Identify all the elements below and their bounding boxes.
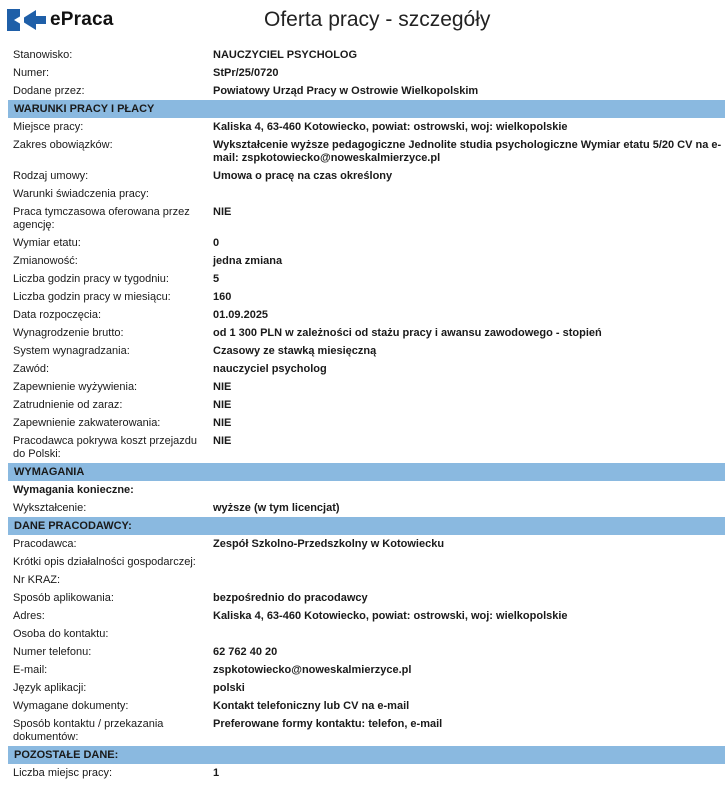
field-row (8, 499, 725, 517)
field-row (8, 136, 725, 167)
field-label: Sposób aplikowania: (13, 592, 114, 604)
field-label: Wymiar etatu: (13, 237, 81, 249)
offer-details (8, 46, 725, 782)
field-value: od 1 300 PLN w zależności od stażu pracy i awansu zawodowego - stopień (213, 327, 602, 339)
field-label: Zawód: (13, 363, 50, 375)
field-value: 01.09.2025 (213, 309, 269, 321)
subsection-row (8, 481, 725, 499)
field-row (8, 270, 725, 288)
field-label: Wykształcenie: (13, 502, 87, 514)
field-label: Numer: (13, 67, 50, 79)
field-row (8, 643, 725, 661)
field-label: Liczba miejsc pracy: (13, 767, 113, 779)
field-value: 1 (213, 767, 220, 779)
field-label: Krótki opis działalności gospodarczej: (13, 556, 196, 568)
field-row (8, 715, 725, 746)
field-row (8, 203, 725, 234)
field-label: Dodane przez: (13, 85, 85, 97)
field-label: Język aplikacji: (13, 682, 87, 694)
field-row (8, 64, 725, 82)
field-label: Zatrudnienie od zaraz: (13, 399, 123, 411)
page-title: Oferta pracy - szczegóły (264, 8, 491, 31)
field-label: Nr KRAZ: (13, 574, 61, 586)
field-row (8, 607, 725, 625)
section-header: WYMAGANIA (8, 463, 725, 481)
epraca-logo[interactable] (6, 8, 114, 32)
field-value: 0 (213, 237, 220, 249)
field-value: zspkotowiecko@noweskalmierzyce.pl (213, 664, 412, 676)
field-value: nauczyciel psycholog (213, 363, 327, 375)
field-value: wyższe (w tym licencjat) (213, 502, 340, 514)
field-value: 5 (213, 273, 220, 285)
field-row (8, 46, 725, 64)
field-label: Liczba godzin pracy w miesiącu: (13, 291, 171, 303)
field-label: Zakres obowiązków: (13, 139, 113, 151)
field-value: NIE (213, 399, 232, 411)
field-value: polski (213, 682, 245, 694)
field-row (8, 553, 725, 571)
field-value: NIE (213, 435, 232, 447)
field-row (8, 82, 725, 100)
field-value: Umowa o pracę na czas określony (213, 170, 393, 182)
field-row (8, 306, 725, 324)
field-value: Wykształcenie wyższe pedagogiczne Jednolite studia psychologiczne Wymiar etatu 5/20 CV na e-mail: zspkotowiecko@noweskalmierzyce.pl (213, 139, 722, 164)
field-row (8, 288, 725, 306)
field-value: jedna zmiana (213, 255, 283, 267)
field-label: Stanowisko: (13, 49, 73, 61)
field-label: Zapewnienie zakwaterowania: (13, 417, 161, 429)
field-value: NIE (213, 206, 232, 218)
field-label: Miejsce pracy: (13, 121, 84, 133)
field-row (8, 324, 725, 342)
field-value: Kaliska 4, 63-460 Kotowiecko, powiat: ostrowski, woj: wielkopolskie (213, 121, 568, 133)
field-value: bezpośrednio do pracodawcy (213, 592, 368, 604)
field-row (8, 342, 725, 360)
logo-text: ePraca (50, 9, 114, 30)
subsection-label: Wymagania konieczne: (13, 484, 134, 496)
field-row (8, 432, 725, 463)
field-row (8, 378, 725, 396)
field-row (8, 571, 725, 589)
field-value: Zespół Szkolno-Przedszkolny w Kotowiecku (213, 538, 445, 550)
field-label: Data rozpoczęcia: (13, 309, 102, 321)
field-value: Powiatowy Urząd Pracy w Ostrowie Wielkopolskim (213, 85, 479, 97)
section-header: POZOSTAŁE DANE: (8, 746, 725, 764)
field-label: Zapewnienie wyżywienia: (13, 381, 138, 393)
field-value: 62 762 40 20 (213, 646, 278, 658)
field-row (8, 661, 725, 679)
field-label: E-mail: (13, 664, 48, 676)
field-label: Osoba do kontaktu: (13, 628, 109, 640)
field-label: Wymagane dokumenty: (13, 700, 129, 712)
field-value: NIE (213, 381, 232, 393)
field-value: Preferowane formy kontaktu: telefon, e-mail (213, 718, 443, 730)
field-row (8, 414, 725, 432)
field-row (8, 679, 725, 697)
epraca-logo-icon (6, 8, 46, 32)
field-label: Pracodawca: (13, 538, 77, 550)
field-value: Czasowy ze stawką miesięczną (213, 345, 377, 357)
field-label: Numer telefonu: (13, 646, 92, 658)
field-value: 160 (213, 291, 232, 303)
field-value: Kontakt telefoniczny lub CV na e-mail (213, 700, 410, 712)
field-label: Wynagrodzenie brutto: (13, 327, 124, 339)
field-value: NIE (213, 417, 232, 429)
section-header: DANE PRACODAWCY: (8, 517, 725, 535)
section-header: WARUNKI PRACY I PŁACY (8, 100, 725, 118)
field-row (8, 167, 725, 185)
field-label: Praca tymczasowa oferowana przez agencję: (13, 206, 190, 231)
field-value: NAUCZYCIEL PSYCHOLOG (213, 49, 358, 61)
field-label: System wynagradzania: (13, 345, 130, 357)
field-row (8, 764, 725, 782)
field-value: Kaliska 4, 63-460 Kotowiecko, powiat: ostrowski, woj: wielkopolskie (213, 610, 568, 622)
field-label: Sposób kontaktu / przekazania dokumentów: (13, 718, 164, 743)
page-header (0, 0, 725, 42)
field-row (8, 625, 725, 643)
field-row (8, 535, 725, 553)
field-label: Liczba godzin pracy w tygodniu: (13, 273, 169, 285)
field-row (8, 234, 725, 252)
field-value: StPr/25/0720 (213, 67, 279, 79)
field-row (8, 252, 725, 270)
field-row (8, 396, 725, 414)
field-row (8, 360, 725, 378)
field-row (8, 118, 725, 136)
field-row (8, 697, 725, 715)
field-row (8, 185, 725, 203)
field-row (8, 589, 725, 607)
field-label: Zmianowość: (13, 255, 78, 267)
field-label: Rodzaj umowy: (13, 170, 89, 182)
field-label: Adres: (13, 610, 45, 622)
field-label: Warunki świadczenia pracy: (13, 188, 149, 200)
field-label: Pracodawca pokrywa koszt przejazdu do Polski: (13, 435, 198, 460)
